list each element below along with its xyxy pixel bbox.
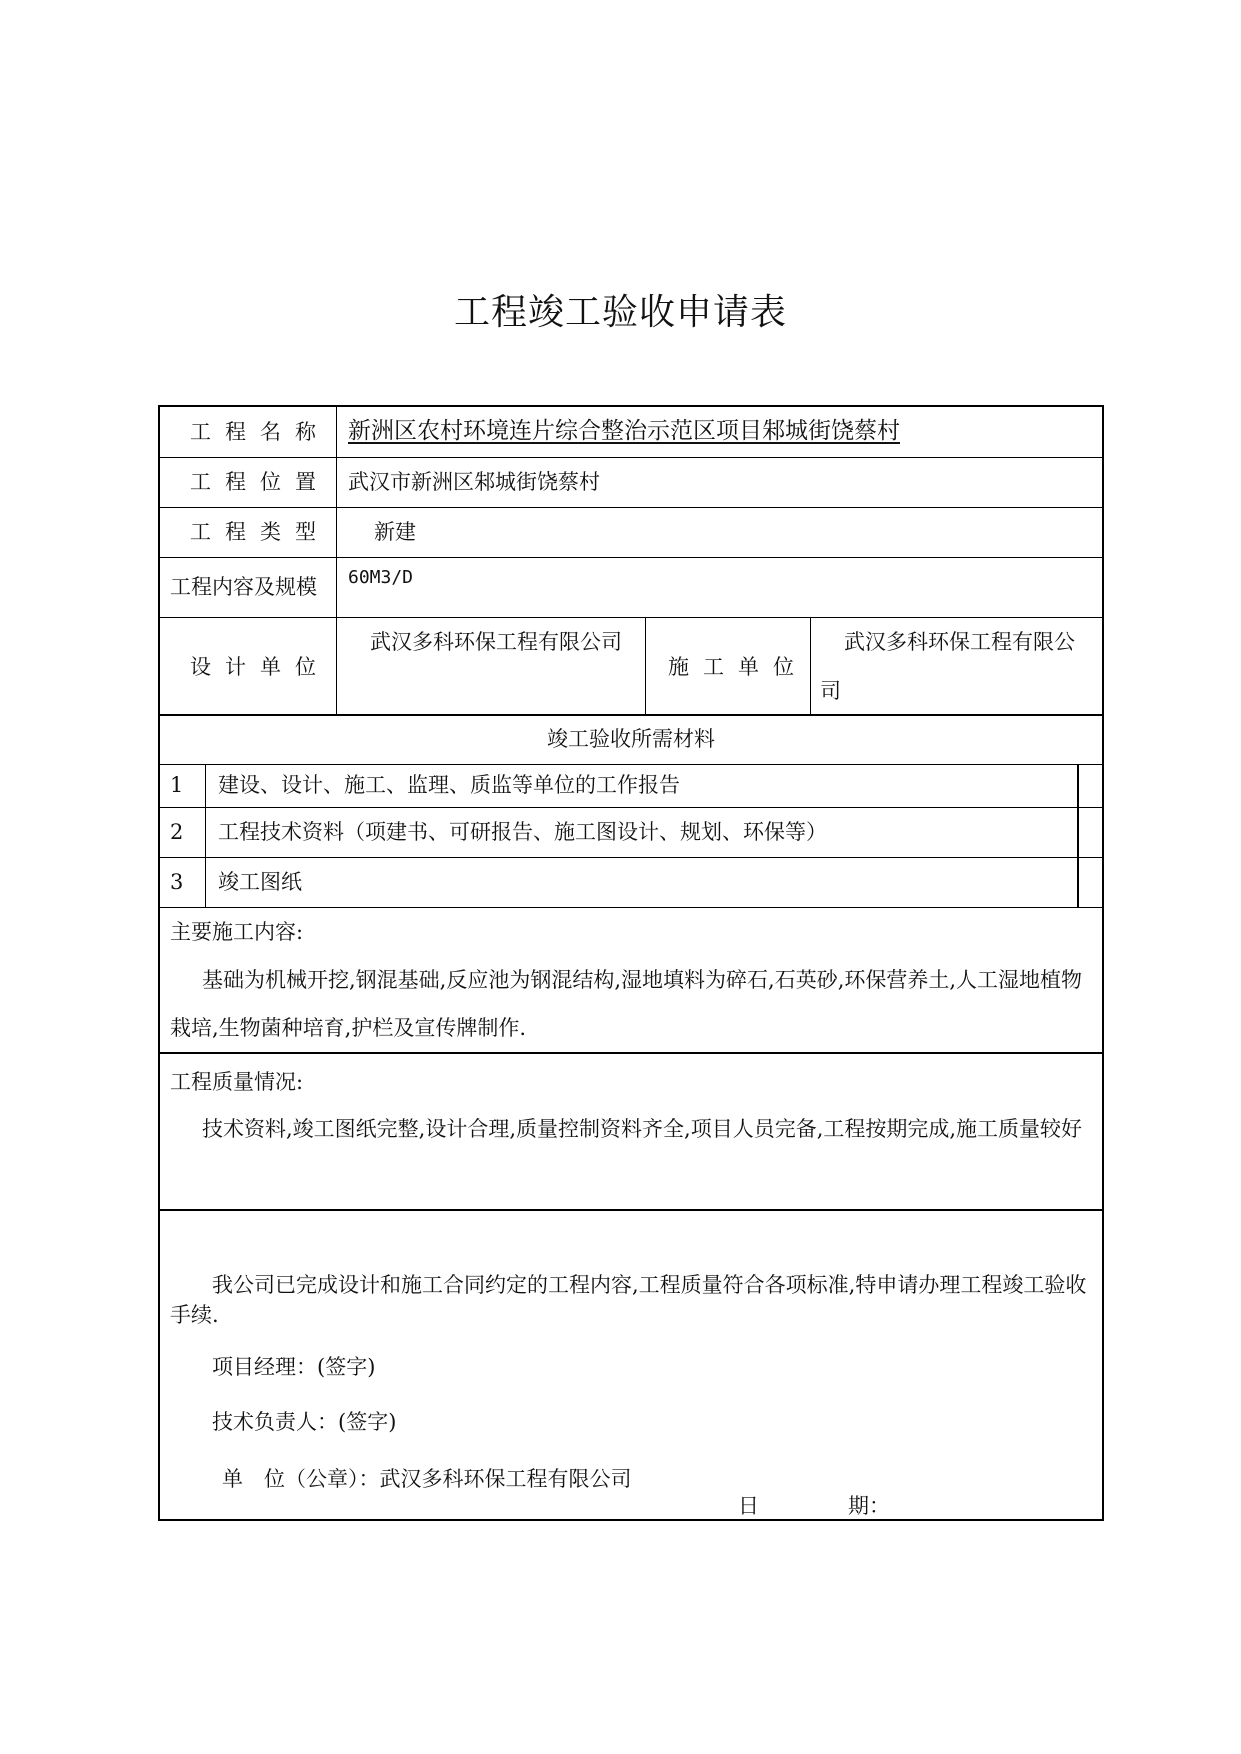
row-divider — [160, 507, 1102, 508]
row-divider — [160, 617, 1102, 618]
row-divider — [160, 764, 1102, 765]
technical-lead-signature: 技术负责人：(签字) — [212, 1410, 397, 1434]
quality-text: 技术资料,竣工图纸完整,设计合理,质量控制资料齐全,项目人员完备,工程按期完成,施工质量较好 — [202, 1117, 1083, 1141]
col-divider — [645, 617, 646, 714]
material-item-no: 2 — [170, 820, 184, 844]
project-manager-signature: 项目经理：(签字) — [212, 1355, 376, 1379]
construction-unit-value-line2: 司 — [820, 679, 841, 703]
project-location-label: 工程位置 — [190, 470, 330, 494]
row-divider — [160, 1209, 1102, 1211]
construction-unit-value-line1: 武汉多科环保工程有限公 — [844, 630, 1075, 654]
project-type-label: 工程类型 — [190, 520, 330, 544]
construction-unit-label: 施工单位 — [668, 655, 808, 679]
row-divider — [160, 1052, 1102, 1054]
application-form — [158, 405, 1104, 1521]
design-unit-label: 设计单位 — [190, 655, 330, 679]
col-divider — [1077, 764, 1079, 907]
row-divider — [160, 557, 1102, 558]
material-item-no: 3 — [170, 870, 184, 894]
col-divider — [205, 764, 206, 907]
main-content-text: 基础为机械开挖,钢混基础,反应池为钢混结构,湿地填料为碎石,石英砂,环保营养土,人工湿地植物栽培,生物菌种培育,护栏及宣传牌制作. — [170, 968, 1083, 1040]
row-divider — [160, 714, 1102, 716]
project-name-label: 工程名称 — [190, 420, 330, 444]
project-scale-label: 工程内容及规模 — [170, 575, 317, 599]
quality-label: 工程质量情况: — [170, 1070, 304, 1094]
project-type-value: 新建 — [374, 520, 416, 544]
col-divider — [336, 407, 337, 714]
material-item-text: 竣工图纸 — [218, 870, 302, 894]
material-item-text: 工程技术资料（项建书、可研报告、施工图设计、规划、环保等） — [218, 820, 827, 844]
project-location-value: 武汉市新洲区邾城街饶蔡村 — [348, 470, 600, 494]
project-name-value: 新洲区农村环境连片综合整治示范区项目邾城街饶蔡村 — [348, 418, 900, 444]
main-content-label: 主要施工内容: — [170, 920, 304, 944]
project-scale-value: 60M3/D — [348, 567, 414, 588]
date-label: 日 — [738, 1494, 759, 1518]
row-divider — [160, 807, 1102, 808]
col-divider — [810, 617, 811, 714]
page-title: 工程竣工验收申请表 — [453, 292, 787, 333]
row-divider — [160, 907, 1102, 908]
material-item-text: 建设、设计、施工、监理、质监等单位的工作报告 — [218, 773, 680, 797]
row-divider — [160, 857, 1102, 858]
row-divider — [160, 457, 1102, 458]
declaration-text: 我公司已完成设计和施工合同约定的工程内容,工程质量符合各项标准,特申请办理工程竣工验收手续. — [170, 1273, 1087, 1327]
materials-header: 竣工验收所需材料 — [547, 727, 715, 751]
material-item-no: 1 — [170, 773, 184, 797]
design-unit-value: 武汉多科环保工程有限公司 — [370, 630, 622, 654]
date-label: 期： — [848, 1494, 890, 1518]
unit-seal: 单 位（公章）：武汉多科环保工程有限公司 — [222, 1467, 632, 1491]
